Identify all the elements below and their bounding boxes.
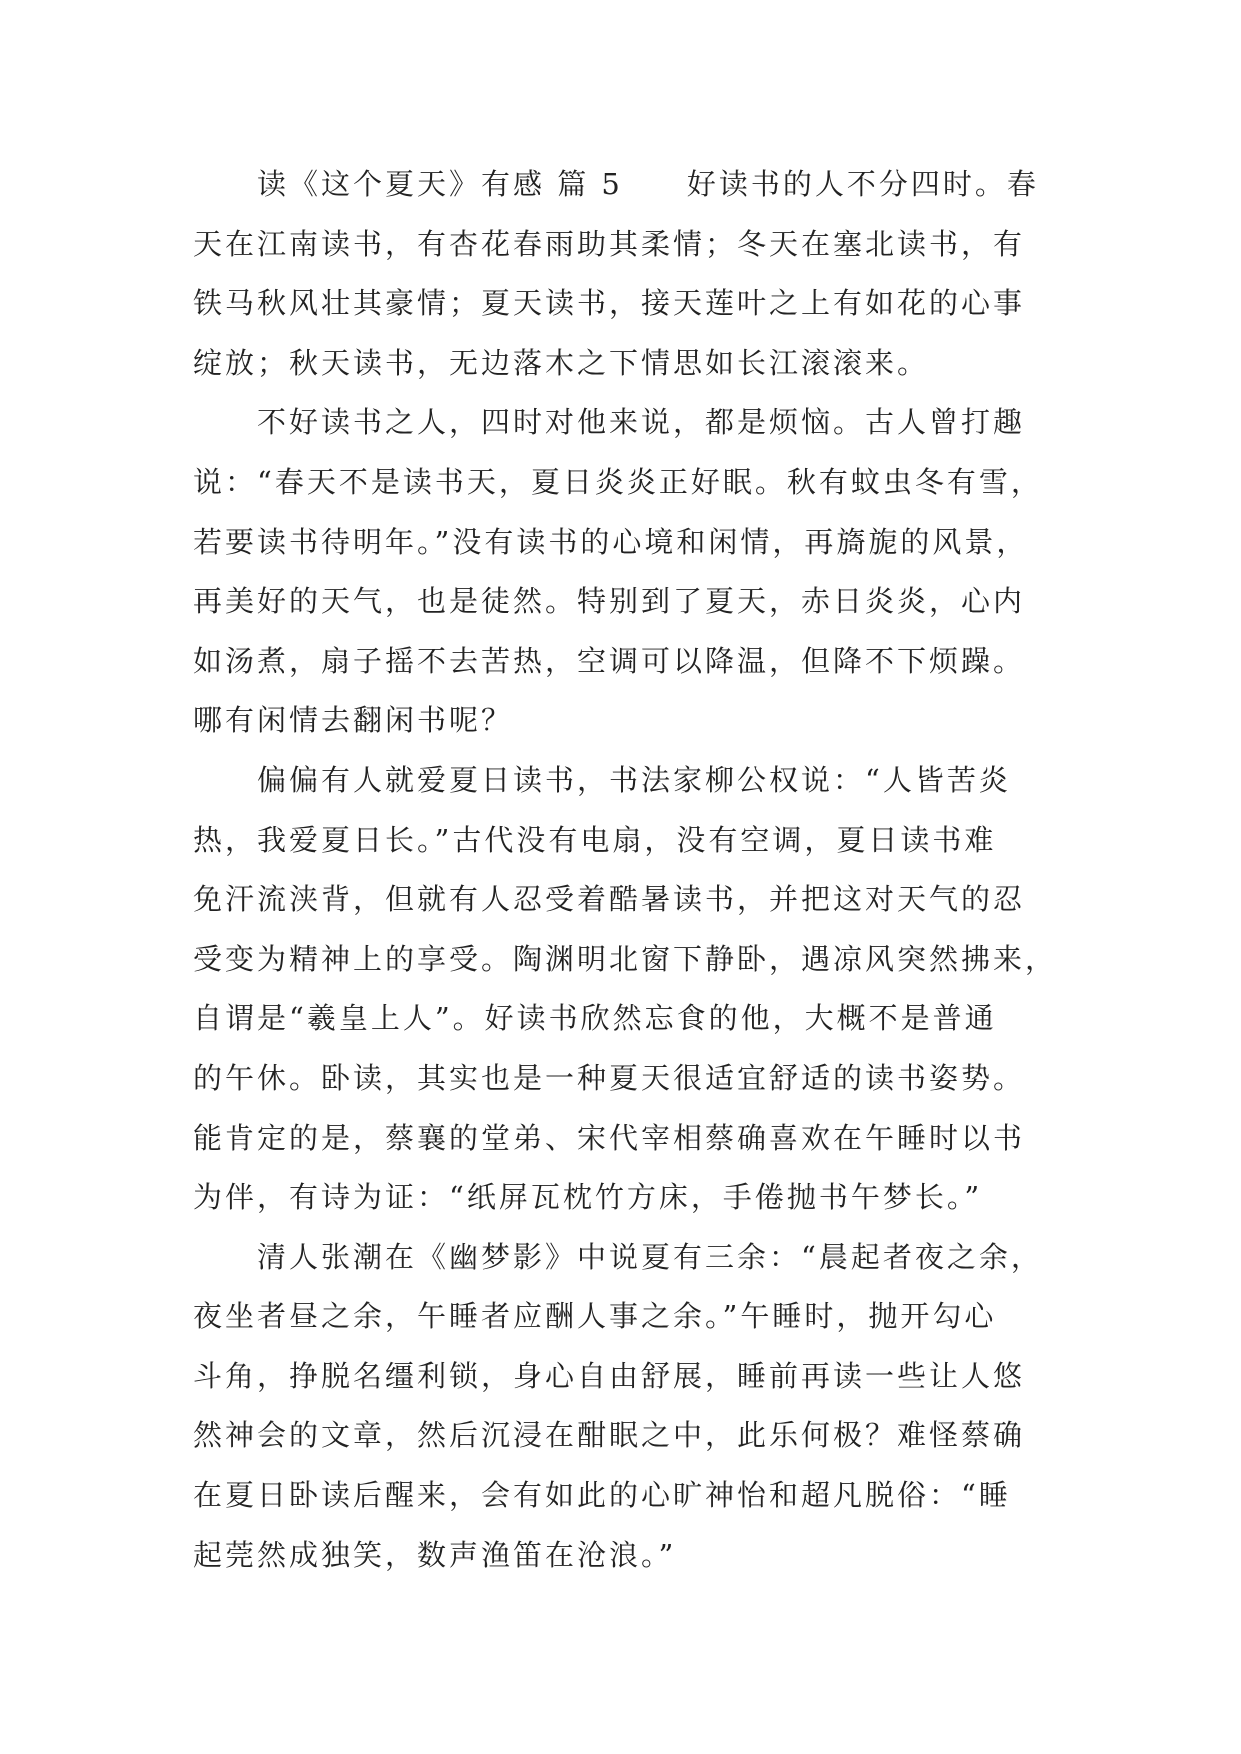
document-body	[193, 155, 1073, 1585]
text-line: 然神会的文章，然后沉浸在酣眠之中，此乐何极？难怪蔡确	[193, 1418, 1026, 1453]
text-line: 免汗流浃背，但就有人忍受着酷暑读书，并把这对天气的忍	[193, 882, 1026, 917]
text-line: 哪有闲情去翻闲书呢？	[193, 703, 514, 738]
text-line: 说：“春天不是读书天，夏日炎炎正好眠。秋有蚊虫冬有雪，	[193, 464, 1043, 499]
text-line: 受变为精神上的享受。陶渊明北窗下静卧，遇凉风突然拂来，	[193, 941, 1058, 976]
text-line: 天在江南读书，有杏花春雨助其柔情；冬天在塞北读书，有	[193, 226, 1026, 261]
paragraph-2	[193, 393, 1073, 751]
text-line: 再美好的天气，也是徒然。特别到了夏天，赤日炎炎，心内	[193, 584, 1026, 619]
paragraph-1	[193, 155, 1073, 393]
text-line: 斗角，挣脱名缰利锁，身心自由舒展，睡前再读一些让人悠	[193, 1358, 1026, 1393]
text-line: 在夏日卧读后醒来，会有如此的心旷神怡和超凡脱俗：“睡	[193, 1478, 1011, 1513]
text-line: 自谓是“羲皇上人”。好读书欣然忘食的他，大概不是普通	[193, 1001, 997, 1036]
text-line: 铁马秋风壮其豪情；夏天读书，接天莲叶之上有如花的心事	[193, 286, 1026, 321]
text-line: 读《这个夏天》有感 篇 5 好读书的人不分四时。春	[193, 167, 1039, 201]
text-line: 偏偏有人就爱夏日读书，书法家柳公权说：“人皆苦炎	[193, 762, 1011, 797]
text-line: 不好读书之人，四时对他来说，都是烦恼。古人曾打趣	[193, 405, 1026, 440]
text-line: 热，我爱夏日长。”古代没有电扇，没有空调，夏日读书难	[193, 822, 997, 857]
paragraph-4	[193, 1228, 1073, 1586]
text-line: 能肯定的是，蔡襄的堂弟、宋代宰相蔡确喜欢在午睡时以书	[193, 1120, 1026, 1155]
text-line: 为伴，有诗为证：“纸屏瓦枕竹方床，手倦抛书午梦长。”	[193, 1180, 983, 1215]
text-line: 绽放；秋天读书，无边落木之下情思如长江滚滚来。	[193, 345, 930, 380]
paragraph-3	[193, 751, 1073, 1228]
text-line: 起莞然成独笑，数声渔笛在沧浪。”	[193, 1537, 677, 1572]
text-line: 夜坐者昼之余，午睡者应酬人事之余。”午睡时，抛开勾心	[193, 1299, 997, 1334]
text-line: 的午休。卧读，其实也是一种夏天很适宜舒适的读书姿势。	[193, 1060, 1026, 1095]
text-line: 若要读书待明年。”没有读书的心境和闲情，再旖旎的风景，	[193, 524, 1029, 559]
text-line: 清人张潮在《幽梦影》中说夏有三余：“晨起者夜之余，	[193, 1239, 1043, 1274]
text-line: 如汤煮，扇子摇不去苦热，空调可以降温，但降不下烦躁。	[193, 643, 1026, 678]
